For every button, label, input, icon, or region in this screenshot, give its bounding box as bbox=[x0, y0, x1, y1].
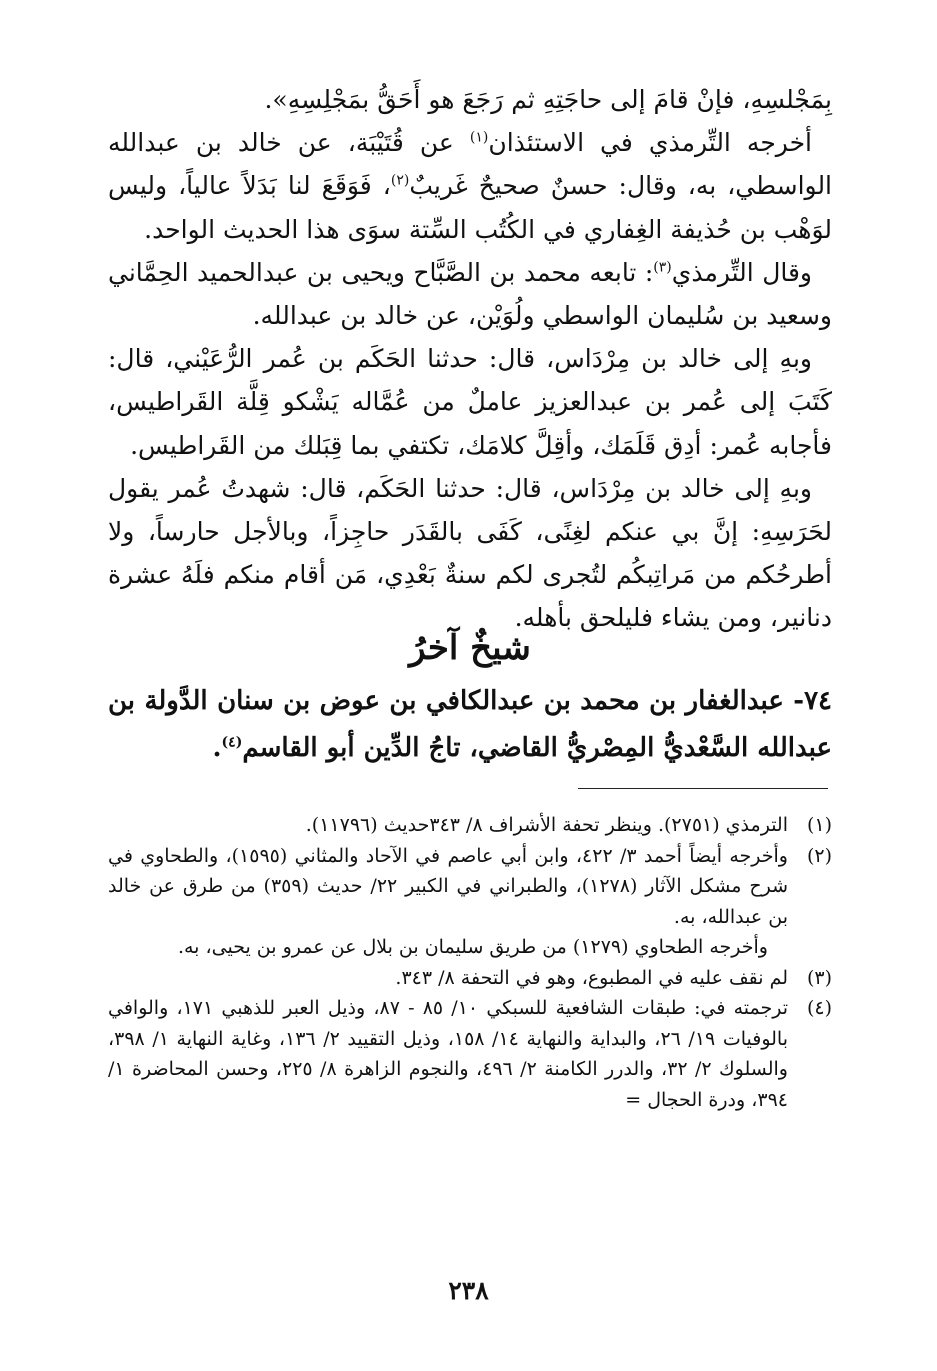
footnote-number: (٣) bbox=[806, 966, 832, 989]
footnote-separator bbox=[578, 788, 828, 789]
paragraph-tirmidhi-takhrij bbox=[108, 121, 832, 251]
footnote-text: وأخرجه أيضاً أحمد ٣/ ٤٢٢، وابن أبي عاصم في الآحاد والمثاني (١٥٩٥)، والطحاوي في شرح مشكل الآثار (١٢٧٨)، والطبراني في الكبير ٢٢/ حديث (٣٥٩) من طرق عن خالد بن عبدالله، به. bbox=[108, 844, 789, 928]
footnote-number: (٤) bbox=[806, 997, 832, 1019]
entry-text bbox=[108, 678, 832, 772]
footnote-4 bbox=[108, 993, 832, 1115]
footnote-2-continuation: وأخرجه الطحاوي (١٢٧٩) من طريق سليمان بن بلال عن عمرو بن يحيى، به. bbox=[177, 936, 768, 958]
footnotes bbox=[108, 810, 832, 1115]
footnote-number: (٢) bbox=[806, 844, 832, 867]
footnote-number: (١) bbox=[806, 814, 832, 836]
paragraph-tirmidhi-mutaba bbox=[108, 251, 832, 337]
paragraph-haras: وبهِ إلى خالد بن مِرْدَاس، قال: حدثنا الحَكَم، قال: شهدتُ عُمر يقول لحَرَسِهِ: إنَّ بي عنكم لغِنًى، كَفَى بالقَدَر حاجِزاً، وبالأجل حارساً، ولا أطرحُكم من مَراتِبكُم لتُجرى لكم سنةٌ بَعْدِي، مَن أقام منكم فلَهُ عشرة دنانير، ومن يشاء فليلحق بأهله. bbox=[108, 473, 832, 633]
biography-entry-74 bbox=[108, 678, 832, 772]
paragraph-qaratis: وبهِ إلى خالد بن مِرْدَاس، قال: حدثنا الحَكَم بن عُمر الرُّعَيْني، قال: كَتَبَ إلى عُمر بن عبدالعزيز عاملٌ من عُمَّاله يَشْكو قِلَّة القَراطيس، فأجابه عُمر: أدِق قَلَمَك، وأقِلَّ كلامَك، تكتفي بما قِبَلك من القَراطيس. bbox=[108, 344, 832, 460]
footnote-3 bbox=[108, 963, 832, 994]
footnote-text: الترمذي (٢٧٥١). وينظر تحفة الأشراف ٨/ ٣٤٣حديث (١١٧٩٦). bbox=[305, 814, 788, 836]
text-run: عن قُتَيْبَة، عن خالد بن عبدالله الواسطي، به، وقال: حسنٌ صحيحٌ غَريبٌ bbox=[108, 128, 833, 201]
entry-end: . bbox=[212, 733, 222, 763]
footnote-ref-2[interactable]: (٢) bbox=[390, 173, 410, 190]
page-number: ٢٣٨ bbox=[448, 1276, 489, 1305]
footnote-2 bbox=[108, 841, 832, 933]
footnote-ref-3[interactable]: (٣) bbox=[653, 259, 672, 276]
footnote-text: ترجمته في: طبقات الشافعية للسبكي ١٠/ ٨٥ - ٨٧، وذيل العبر للذهبي ١٧١، والوافي بالوفيات ١٩/ ٢٦، والبداية والنهاية ١٤/ ١٥٨، وذيل التقييد ٢/ ١٣٦، وغاية النهاية ١/ ٣٩٨، والسلوك ٢/ ٣٢، والدرر الكامنة ٢/ ٤٩٦، والنجوم الزاهرة ٨/ ٢٢٥، وحسن المحاضرة ١/ ٣٩٤، ودرة الحجال = bbox=[108, 997, 789, 1111]
text-run: أخرجه التِّرمذي في الاستئذان bbox=[488, 128, 812, 158]
footnote-ref-4[interactable]: (٤) bbox=[221, 734, 243, 751]
footnote-ref-1[interactable]: (١) bbox=[469, 129, 489, 146]
footnote-text: لم نقف عليه في المطبوع، وهو في التحفة ٨/ ٣٤٣. bbox=[395, 966, 788, 989]
section-heading: شيخٌ آخرُ bbox=[409, 628, 531, 668]
text-run: وقال التِّرمذي bbox=[671, 257, 813, 287]
hadith-closing-line: بِمَجْلسِهِ، فإنْ قامَ إلى حاجَتِهِ ثم رَجَعَ هو أَحَقُّ بمَجْلِسِهِ». bbox=[264, 85, 832, 114]
main-text bbox=[108, 78, 832, 640]
text-run: : تابعه محمد بن الصَّبَّاح ويحيى بن عبدالحميد الحِمَّاني وسعيد بن سُليمان الواسطي ولُوَيْن، عن خالد بن عبدالله. bbox=[108, 257, 832, 331]
text-run: ، فَوَقَعَ لنا بَدَلاً عالياً، وليس لوَهْب بن حُذيفة الغِفاري في الكُتُب السِّتة سوَى هذا الحديث الواحد. bbox=[108, 171, 832, 244]
footnote-1 bbox=[108, 810, 832, 841]
entry-name: ٧٤- عبدالغفار بن محمد بن عبدالكافي بن عوض بن سنان الدَّولة بن عبدالله السَّعْديُّ المِصْريُّ القاضي، تاجُ الدِّين أبو القاسم bbox=[108, 686, 832, 763]
